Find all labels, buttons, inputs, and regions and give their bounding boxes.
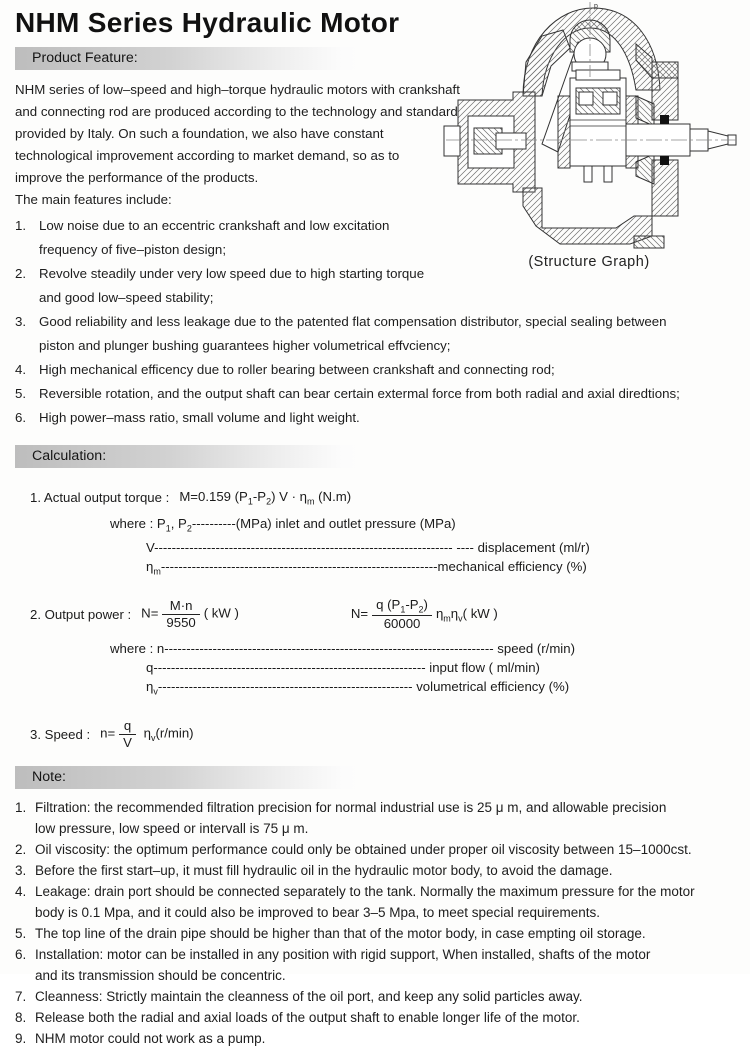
feature-line: Reversible rotation, and the output shaft can bear certain extermal force from both radial and axial diredtions;	[39, 386, 680, 401]
feature-line: Revolve steadily under very low speed due to high starting torque	[39, 266, 425, 281]
power-label: 2. Output power :	[30, 606, 132, 622]
note-line: Cleanness: Strictly maintain the cleanness of the oil port, and keep any solid particles away.	[35, 988, 583, 1004]
feature-number: 3.	[15, 314, 27, 329]
note-line: Release both the radial and axial loads of the output shaft to enable longer life of the motor.	[35, 1009, 580, 1025]
feature-line: piston and plunger bushing guarantees higher volumetrical effvciency;	[39, 338, 451, 353]
calculation-section	[15, 445, 735, 751]
section-header-calculation: Calculation:	[15, 445, 360, 468]
note-item	[15, 797, 735, 839]
speed-label: 3. Speed :	[30, 726, 91, 742]
speed-formula: n= $\frac{q}{V}$ $\eta_v(r/\min)$	[100, 718, 194, 750]
note-item	[15, 881, 735, 923]
note-line: low pressure, low speed or intervall is 75 μ m.	[35, 820, 309, 836]
feature-item	[15, 310, 735, 358]
structure-graph-drawing	[438, 0, 740, 252]
graph-p-label: p	[594, 3, 598, 10]
note-item	[15, 839, 735, 860]
note-number: 7.	[15, 988, 27, 1004]
intro-line: The main features include:	[15, 192, 172, 207]
intro-line: improve the performance of the products.	[15, 170, 259, 185]
torque-label: 1. Actual output torque :	[30, 490, 170, 506]
note-number: 1.	[15, 799, 27, 815]
feature-number: 1.	[15, 218, 27, 233]
note-line: Leakage: drain port should be connected separately to the tank. Normally the maximum pressure for the motor	[35, 883, 695, 899]
note-item	[15, 1007, 735, 1028]
feature-number: 4.	[15, 362, 27, 377]
intro-line: provided by Italy. On such a foundation, we also have constant	[15, 126, 384, 141]
structure-graph-caption: (Structure Graph)	[528, 254, 650, 270]
feature-item	[15, 358, 735, 382]
note-line: Filtration: the recommended filtration precision for normal industrial use is 25 μ m, and allowable precision	[35, 799, 667, 815]
note-number: 9.	[15, 1030, 27, 1046]
feature-item	[15, 382, 735, 406]
power-formula-1: N= $\frac{M\cdot n}{9550}$ ( kW )	[141, 598, 239, 630]
note-number: 3.	[15, 862, 27, 878]
note-item	[15, 923, 735, 944]
note-item	[15, 986, 735, 1007]
feature-line: and good low–speed stability;	[39, 290, 214, 305]
power-formula-2: N= $\frac{q (P_1-P_2)}{60000}$ $\eta_m\eta_v$( kW )	[350, 596, 498, 632]
note-line: and its transmission should be concentric.	[35, 967, 286, 983]
note-line: NHM motor could not work as a pump.	[35, 1030, 266, 1046]
note-item	[15, 944, 735, 986]
intro-line: technological improvement according to market demand, so as to	[15, 148, 400, 163]
section-header-product-feature: Product Feature:	[15, 47, 360, 70]
feature-number: 5.	[15, 386, 27, 401]
feature-line: Low noise due to an eccentric crankshaft and low excitation	[39, 218, 390, 233]
speed-formula-row	[30, 718, 735, 750]
power-where-vol-efficiency: $\eta_v----------------------------------------------------------$ volumetrical efficiency (%)	[146, 678, 570, 697]
torque-where-displacement: V-------------------------------------------------------------------- ---- displacement (ml/r)	[146, 540, 590, 556]
feature-item	[15, 406, 735, 430]
note-number: 2.	[15, 841, 27, 857]
feature-line: High power–mass ratio, small volume and light weight.	[39, 410, 360, 425]
note-number: 8.	[15, 1009, 27, 1025]
note-item	[15, 860, 735, 881]
power-formula-row	[30, 597, 735, 632]
note-line: The top line of the drain pipe should be higher than that of the motor body, in case empting oil storage.	[35, 925, 646, 941]
torque-where-mech-efficiency: $\eta_m--------------------------------------------------------------$-mechanical efficiency (%)	[146, 559, 587, 577]
torque-formula: M=0.159 $(P_1-P_2) V \cdot \eta_m$ (N.m)	[179, 489, 352, 507]
intro-line: and connecting rod are produced according to the technology and standard	[15, 104, 458, 119]
feature-number: 2.	[15, 266, 27, 281]
feature-line: frequency of five–piston design;	[39, 242, 227, 257]
note-number: 4.	[15, 883, 27, 899]
torque-formula-row	[30, 489, 735, 507]
note-item	[15, 1028, 735, 1049]
section-header-note: Note:	[15, 766, 360, 789]
note-line: Before the first start–up, it must fill hydraulic oil in the hydraulic motor body, to avoid the damage.	[35, 862, 613, 878]
structure-graph	[438, 0, 740, 270]
intro-line: NHM series of low–speed and high–torque hydraulic motors with crankshaft	[15, 82, 460, 97]
note-line: Installation: motor can be installed in any position with rigid support, When installed, shafts of the motor	[35, 946, 651, 962]
note-line: Oil viscosity: the optimum performance could only be obtained under proper oil viscosity between 15–1000cst.	[35, 841, 692, 857]
page-title: NHM Series Hydraulic Motor	[15, 7, 400, 38]
torque-where-pressure: where : $P_1$, $P_2----------(MPa)$ inlet and outlet pressure (MPa)	[110, 515, 456, 534]
feature-number: 6.	[15, 410, 27, 425]
note-number: 6.	[15, 946, 27, 962]
power-where-speed: where : n--------------------------------------------------------------------------- speed (r/min)	[110, 640, 575, 656]
note-line: body is 0.1 Mpa, and it could also be improved to bear 3–5 Mpa, to meet special requirements.	[35, 904, 601, 920]
feature-line: Good reliability and less leakage due to the patented flat compensation distributor, special sealing between	[39, 314, 667, 329]
power-where-input-flow: q-------------------------------------------------------------- input flow ( ml/min)	[146, 659, 540, 675]
note-number: 5.	[15, 925, 27, 941]
feature-line: High mechanical efficency due to roller bearing between crankshaft and connecting rod;	[39, 362, 555, 377]
note-list	[15, 797, 735, 1049]
